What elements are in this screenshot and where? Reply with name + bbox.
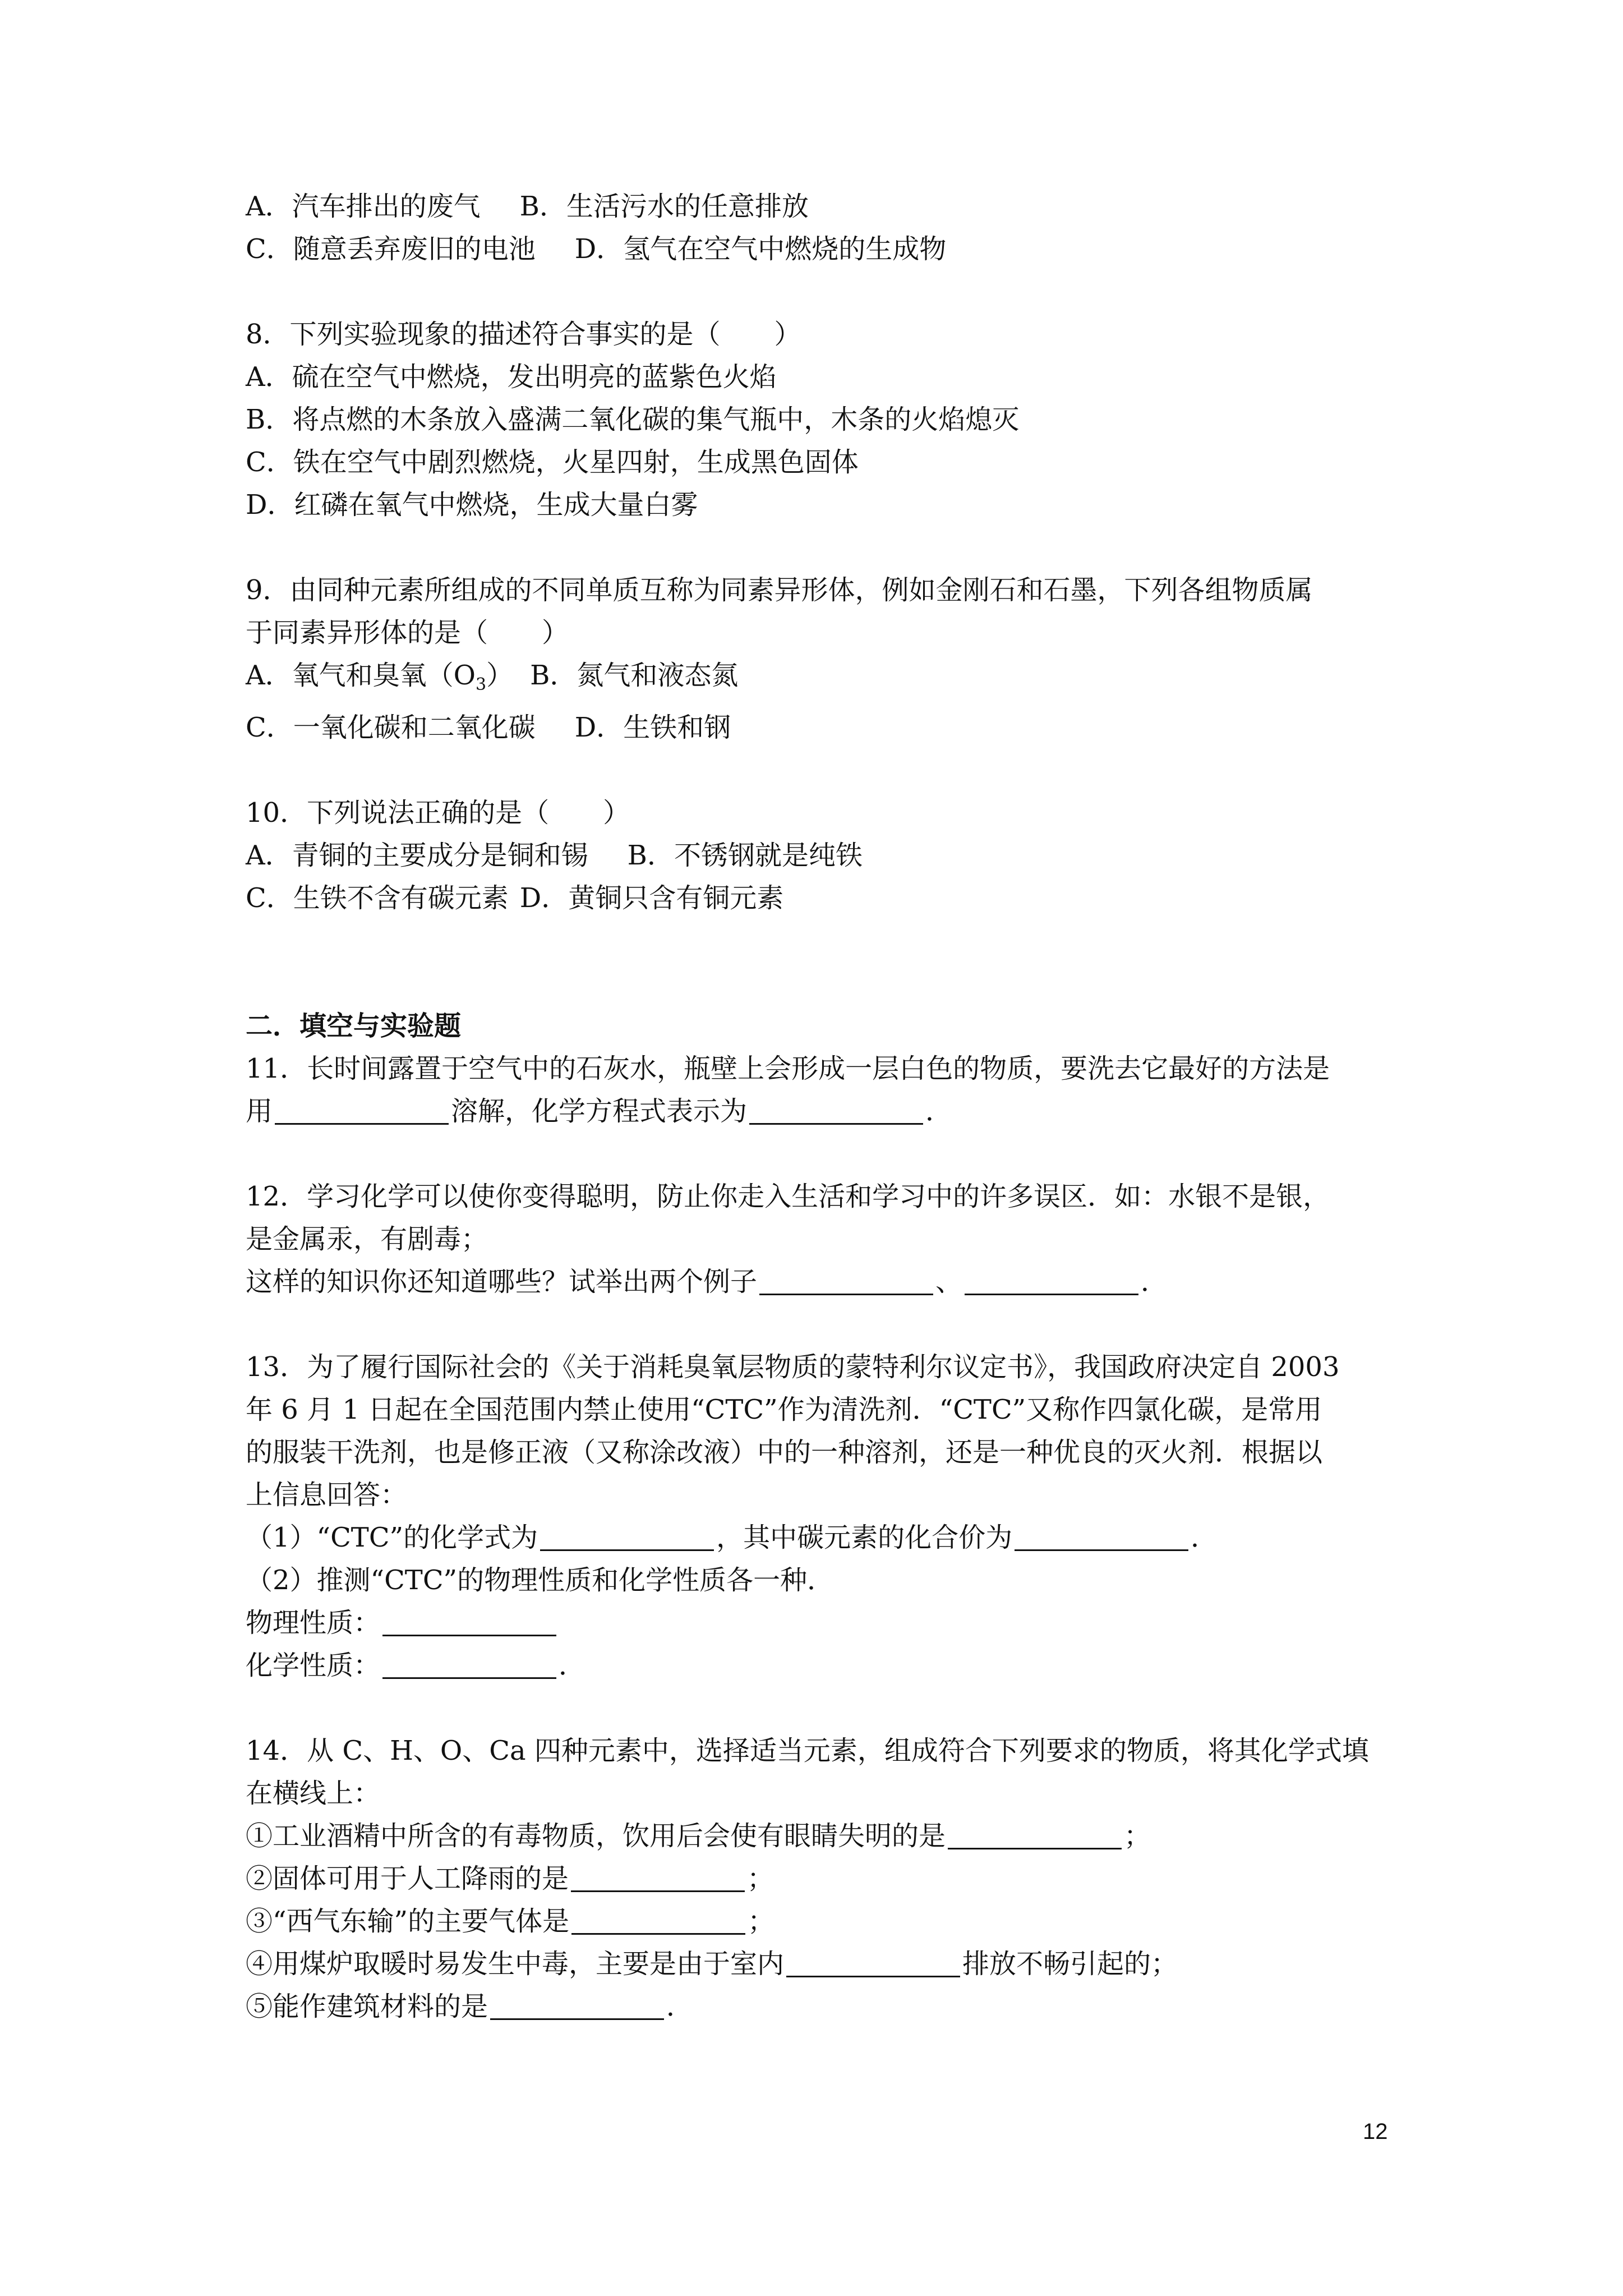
q9-option-d: D．生铁和钢: [574, 712, 731, 743]
q10-option-d: D．黄铜只含有铜元素: [519, 882, 784, 914]
page-number: 12: [1363, 2119, 1388, 2144]
answer-blank[interactable]: [786, 1950, 960, 1977]
q13-line1: 13．为了履行国际社会的《关于消耗臭氧层物质的蒙特利尔议定书》，我国政府决定自 2003: [246, 1351, 1340, 1383]
q12-line3: 这样的知识你还知道哪些？试举出两个例子 、 ．: [246, 1266, 1168, 1297]
answer-blank[interactable]: [382, 1609, 556, 1636]
q14-item1: ①工业酒精中所含的有毒物质，饮用后会使有眼睛失明的是 ；: [246, 1820, 1151, 1852]
q8-option-b: B．将点燃的木条放入盛满二氧化碳的集气瓶中，木条的火焰熄灭: [246, 404, 1020, 435]
q13-line4: 上信息回答：: [246, 1479, 408, 1511]
answer-blank[interactable]: [759, 1268, 933, 1295]
section-heading: 二．填空与实验题: [246, 1010, 462, 1042]
q7-option-a: A．汽车排出的废气: [246, 191, 481, 222]
q10-option-a: A．青铜的主要成分是铜和锡: [246, 840, 588, 871]
q9-option-b: B．氮气和液态氮: [530, 660, 739, 691]
answer-blank[interactable]: [965, 1268, 1138, 1295]
q9-stem-line2: 于同素异形体的是（ ）: [246, 617, 569, 648]
q9-options-row1: [246, 654, 1395, 706]
q14-line2: 在横线上：: [246, 1778, 381, 1809]
q12-line1: 12．学习化学可以使你变得聪明，防止你走入生活和学习中的许多误区．如：水银不是银，: [246, 1181, 1330, 1212]
q10-options-row2: [246, 877, 1395, 919]
q9-stem-line1: 9．由同种元素所组成的不同单质互称为同素异形体，例如金刚石和石墨，下列各组物质属: [246, 574, 1313, 606]
answer-blank[interactable]: [1015, 1524, 1188, 1551]
q7-option-b: B．生活污水的任意排放: [519, 191, 809, 222]
q11-line2: 用 溶解，化学方程式表示为 ．: [246, 1096, 953, 1127]
q10-option-b: B．不锈钢就是纯铁: [627, 840, 863, 871]
q9-options-row2: [246, 706, 1395, 749]
q7-options-row1: [246, 185, 1395, 228]
q14-item2: ②固体可用于人工降雨的是 ；: [246, 1863, 774, 1894]
answer-blank[interactable]: [490, 1993, 664, 2020]
q9-option-a: A．氧气和臭氧$(O_3)$: [246, 660, 514, 694]
q13-chemical-property: 化学性质： ．: [246, 1650, 586, 1681]
q7-options-row2: [246, 228, 1395, 270]
q13-sub2: （2）推测“CTC”的物理性质和化学性质各一种．: [246, 1565, 834, 1596]
q14-item5: ⑤能作建筑材料的是 ．: [246, 1991, 694, 2022]
q10-stem: 10．下列说法正确的是（ ）: [246, 797, 630, 829]
answer-blank[interactable]: [540, 1524, 714, 1551]
q7-option-d: D．氢气在空气中燃烧的生成物: [574, 233, 947, 265]
answer-blank[interactable]: [749, 1097, 923, 1125]
q10-option-c: C．生铁不含有碳元素: [246, 882, 509, 914]
answer-blank[interactable]: [275, 1097, 449, 1125]
q8-option-c: C．铁在空气中剧烈燃烧，火星四射，生成黑色固体: [246, 447, 859, 478]
answer-blank[interactable]: [571, 1907, 745, 1935]
q12-line2: 是金属汞，有剧毒；: [246, 1223, 488, 1255]
q14-item4: ④用煤炉取暖时易发生中毒，主要是由于室内 排放不畅引起的；: [246, 1948, 1178, 1980]
exam-content: [246, 185, 1395, 2028]
q14-item3: ③“西气东输”的主要气体是 ；: [246, 1906, 775, 1937]
answer-blank[interactable]: [571, 1865, 745, 1892]
q13-sub1: （1）“CTC”的化学式为 ，其中碳元素的化合价为 ．: [246, 1522, 1218, 1553]
q14-line1: 14．从 C、H、O、Ca 四种元素中，选择适当元素，组成符合下列要求的物质，将其化学式填: [246, 1735, 1369, 1766]
q13-line3: 的服装干洗剂，也是修正液（又称涂改液）中的一种溶剂，还是一种优良的灭火剂．根据以: [246, 1437, 1323, 1468]
answer-blank[interactable]: [948, 1822, 1122, 1849]
q11-line1: 11．长时间露置于空气中的石灰水，瓶壁上会形成一层白色的物质，要洗去它最好的方法是: [246, 1053, 1330, 1084]
q7-option-c: C．随意丢弃废旧的电池: [246, 233, 536, 265]
q10-options-row1: [246, 834, 1395, 877]
q13-line2: 年 6 月 1 日起在全国范围内禁止使用“CTC”作为清洗剂．“CTC”又称作四氯化碳，是常用: [246, 1394, 1322, 1425]
q13-physical-property: 物理性质：: [246, 1602, 1395, 1644]
subscript-3: 3: [476, 675, 487, 694]
q8-stem: 8．下列实验现象的描述符合事实的是（ ）: [246, 319, 801, 350]
q8-option-d: D．红磷在氧气中燃烧，生成大量白雾: [246, 489, 698, 521]
q8-option-a: A．硫在空气中燃烧，发出明亮的蓝紫色火焰: [246, 361, 777, 393]
answer-blank[interactable]: [382, 1651, 556, 1679]
q9-option-c: C．一氧化碳和二氧化碳: [246, 712, 536, 743]
